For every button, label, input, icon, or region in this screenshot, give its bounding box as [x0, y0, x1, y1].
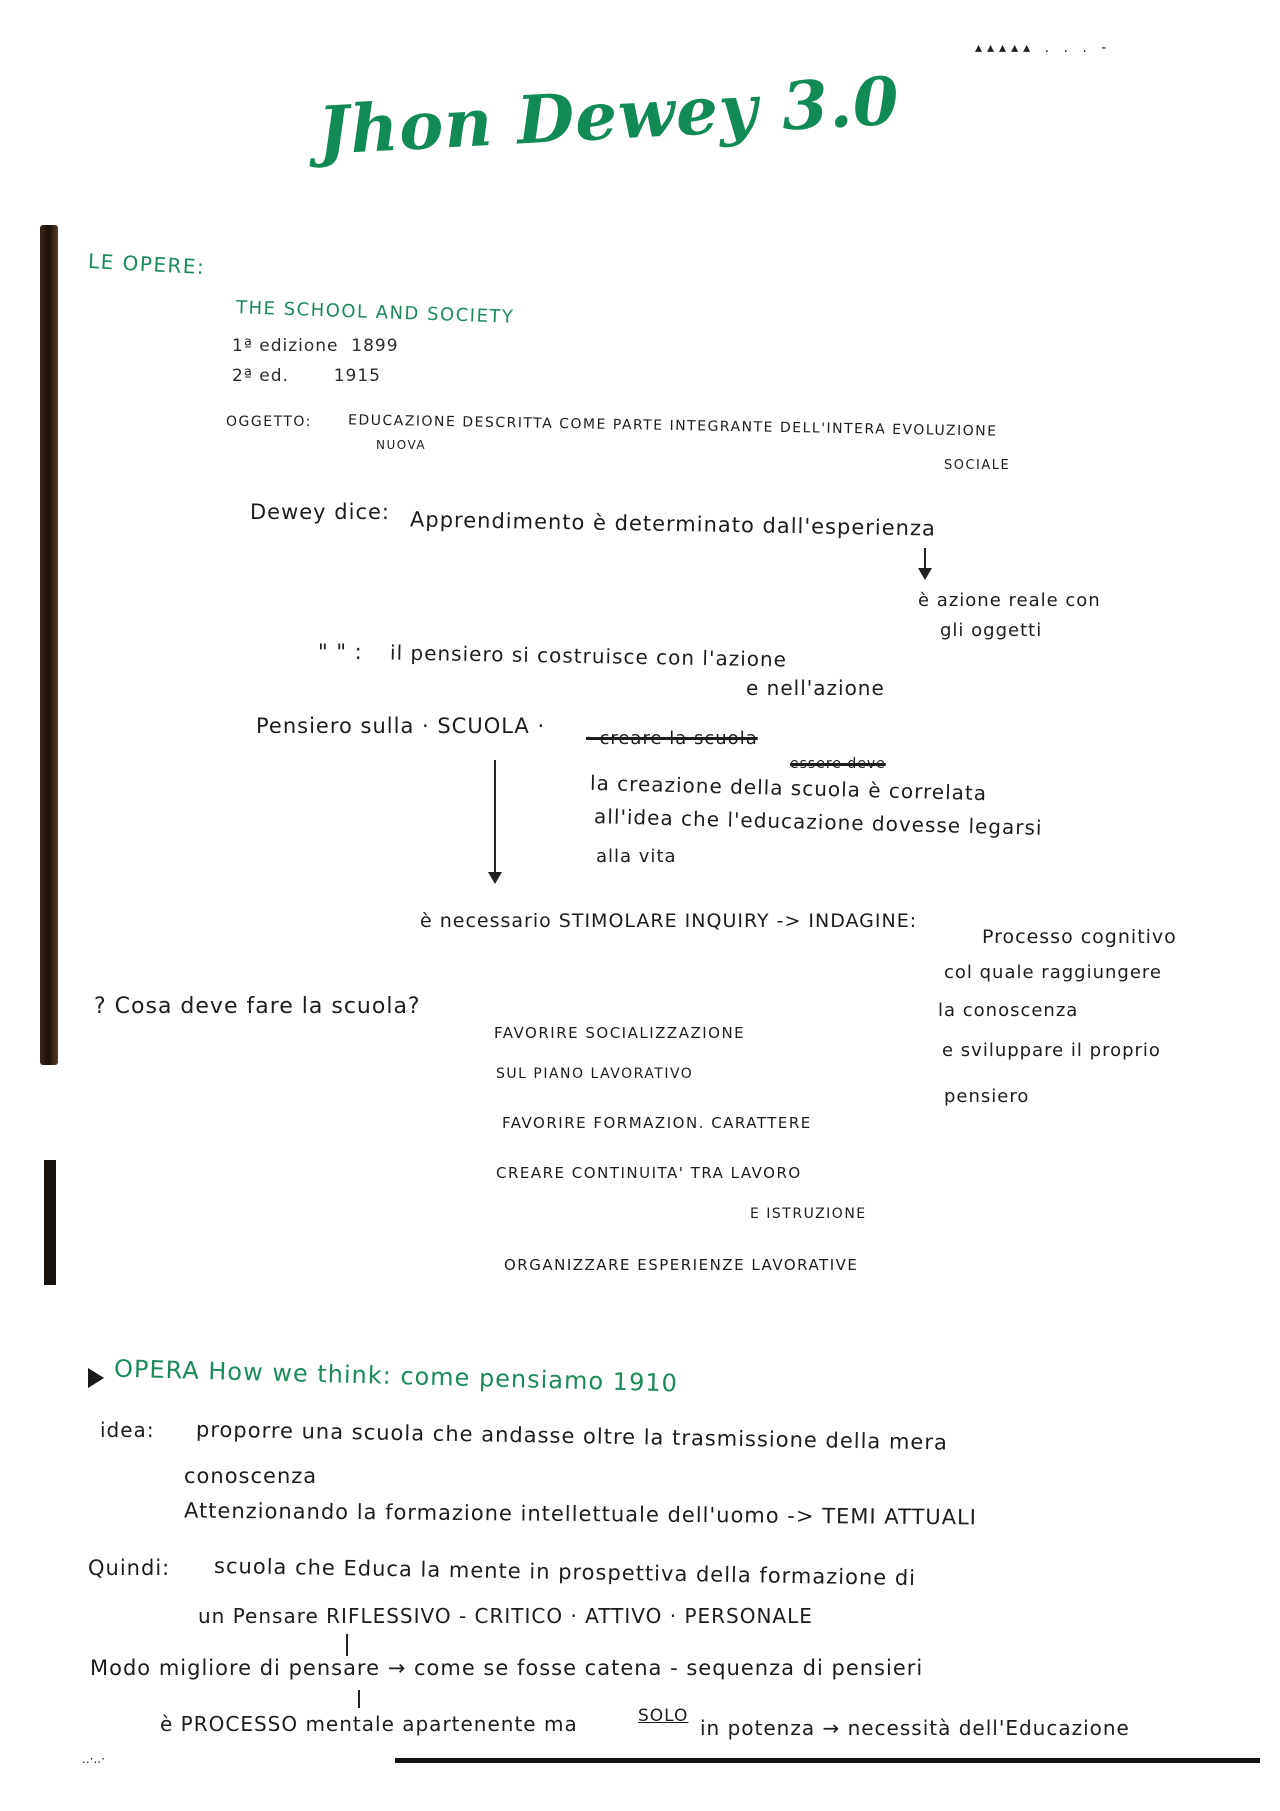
- struck-text: · creare la scuola: [586, 728, 758, 749]
- creazione-line-2: all'idea che l'educazione dovesse legarsi: [593, 804, 1043, 840]
- arrow-pensare-down: [358, 1690, 360, 1708]
- idea-label: idea:: [100, 1418, 155, 1442]
- section-heading-how-we-think: OPERA How we think: come pensiamo 1910: [113, 1354, 679, 1398]
- page-title: Jhon Dewey 3.0: [315, 61, 902, 170]
- oggetto-label: OGGETTO:: [226, 414, 312, 430]
- arrow-esperienza-head: [918, 568, 932, 580]
- bullet-triangle-icon: [88, 1368, 104, 1388]
- quindi-line-2: un Pensare RIFLESSIVO - CRITICO · ATTIVO · PERSONALE: [198, 1604, 813, 1628]
- creazione-line-3: alla vita: [596, 846, 677, 867]
- edition-1: 1ª edizione 1899: [232, 336, 399, 356]
- idea-line-1: proporre una scuola che andasse oltre la trasmissione della mera: [195, 1417, 949, 1455]
- task-1a: FAVORIRE SOCIALIZZAZIONE: [494, 1024, 746, 1042]
- processo-line-3: la conoscenza: [938, 1000, 1079, 1021]
- processo-line-5: pensiero: [944, 1086, 1030, 1107]
- struck-text-2: essere deve: [790, 756, 886, 772]
- oggetto-text: EDUCAZIONE DESCRITTA COME PARTE INTEGRANTE DELL'INTERA EVOLUZIONE: [347, 412, 998, 440]
- work-title-school-society: THE SCHOOL AND SOCIETY: [235, 297, 515, 328]
- binder-edge-lower: [44, 1160, 56, 1285]
- oggetto-sociale: SOCIALE: [944, 458, 1011, 473]
- nell-azione: e nell'azione: [746, 676, 885, 700]
- idea-line-3: Attenzionando la formazione intellettuale dell'uomo -> TEMI ATTUALI: [183, 1498, 978, 1530]
- processo-line-4: e sviluppare il proprio: [942, 1040, 1161, 1061]
- processo-line-2: col quale raggiungere: [944, 962, 1162, 983]
- modo-migliore: Modo migliore di pensare → come se fosse catena - sequenza di pensieri: [90, 1656, 924, 1680]
- quindi-line-1: scuola che Educa la mente in prospettiva della formazione di: [213, 1553, 917, 1591]
- esperienza-note-1: è azione reale con: [918, 590, 1101, 611]
- task-2: FAVORIRE FORMAZION. CARATTERE: [502, 1114, 812, 1132]
- task-3b: E ISTRUZIONE: [750, 1206, 867, 1222]
- arrow-esperienza: [924, 548, 926, 570]
- quote-marks: " " :: [318, 640, 363, 664]
- processo-mentale: è PROCESSO mentale apartenente ma: [160, 1712, 578, 1736]
- arrow-pensare-up: [346, 1634, 348, 1656]
- oggetto-nuova: NUOVA: [376, 438, 427, 452]
- top-scan-marks: ▴▴▴▴▴ . . . -: [975, 40, 1112, 56]
- binder-edge: [40, 225, 58, 1065]
- creazione-line-1: la creazione della scuola è correlata: [589, 770, 988, 806]
- bottom-scan-marks: ..·..·: [82, 1752, 105, 1766]
- solo-underlined: SOLO: [638, 1706, 689, 1726]
- task-4: ORGANIZZARE ESPERIENZE LAVORATIVE: [504, 1256, 859, 1274]
- task-3a: CREARE CONTINUITA' TRA LAVORO: [496, 1164, 802, 1182]
- apprendimento-statement: Apprendimento è determinato dall'esperienza: [409, 507, 937, 541]
- pensiero-costruisce: il pensiero si costruisce con l'azione: [389, 640, 788, 672]
- arrow-scuola-down-head: [488, 872, 502, 884]
- task-1b: SUL PIANO LAVORATIVO: [496, 1066, 694, 1082]
- section-heading-opere: LE OPERE:: [87, 248, 206, 280]
- esperienza-note-2: gli oggetti: [940, 620, 1043, 641]
- pensiero-scuola-label: Pensiero sulla · SCUOLA ·: [256, 714, 546, 738]
- quindi-label: Quindi:: [88, 1556, 171, 1580]
- necessario-inquiry: è necessario STIMOLARE INQUIRY -> INDAGINE:: [420, 910, 918, 932]
- dewey-dice-label: Dewey dice:: [250, 500, 390, 524]
- question-scuola: ? Cosa deve fare la scuola?: [94, 994, 421, 1019]
- arrow-scuola-down: [494, 760, 496, 874]
- idea-line-2: conoscenza: [184, 1464, 318, 1488]
- in-potenza: in potenza → necessità dell'Educazione: [700, 1716, 1130, 1740]
- edition-2: 2ª ed. 1915: [232, 366, 381, 386]
- bottom-edge-line: [395, 1758, 1260, 1763]
- processo-line-1: Processo cognitivo: [982, 926, 1177, 948]
